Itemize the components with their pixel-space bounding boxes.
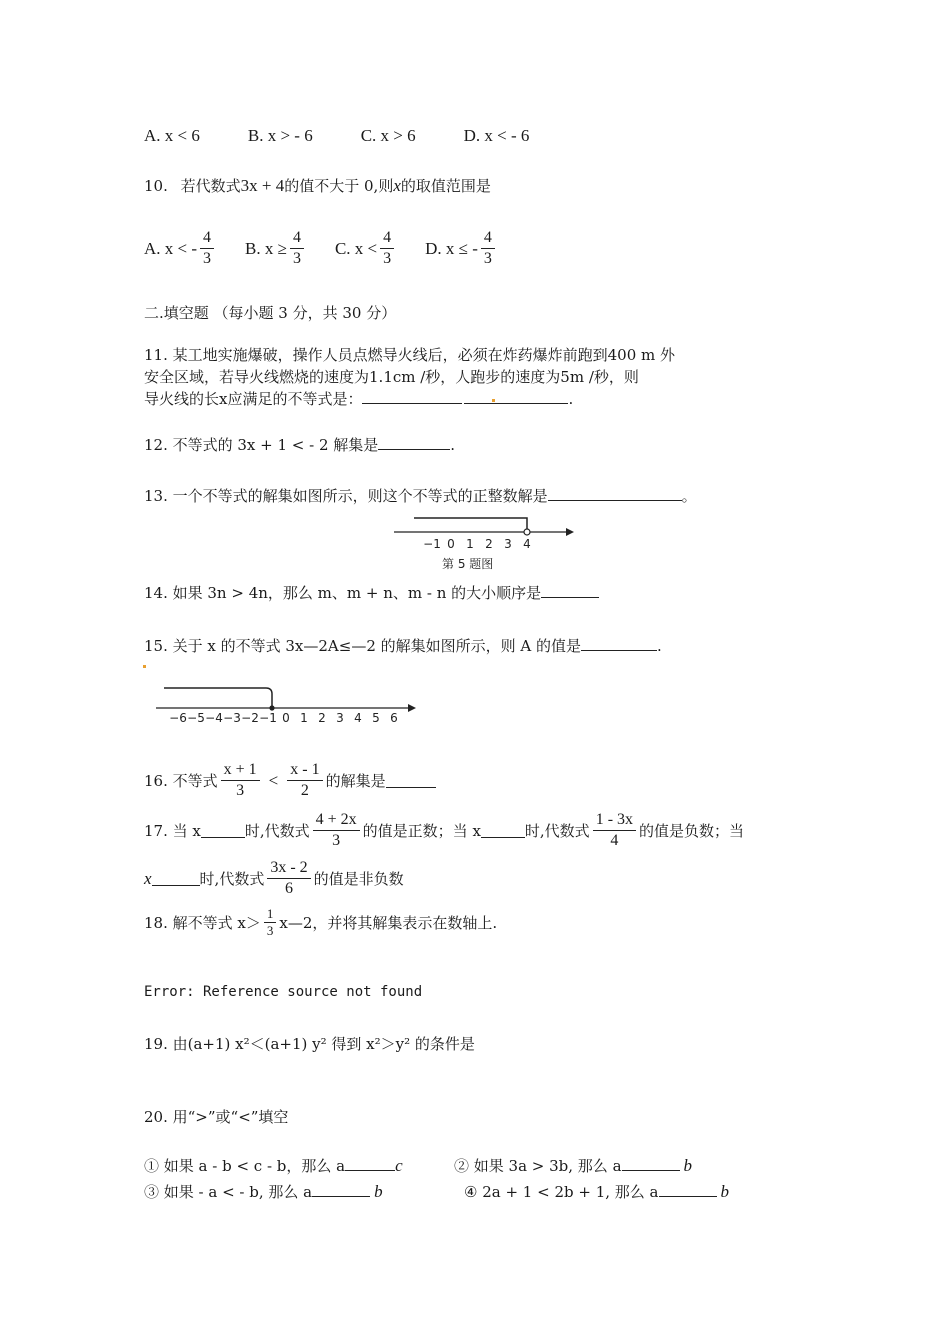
q9-option-d: D. x < - 6 [463,126,530,145]
q20-item-1 [144,1155,403,1176]
tick-label: −3 [223,711,241,725]
q17-p5: 的值是负数；当 [639,822,745,840]
tick-label: 2 [318,711,326,725]
q10-option-c [335,228,397,269]
q20-item-3-text: ③ 如果 - a < - b, 那么 a [144,1183,313,1201]
frac-den: 3 [203,250,212,267]
q10-var: x [393,176,401,195]
q10-option-c-fraction [380,228,394,269]
q11-end: . [568,390,574,408]
orange-mark [143,665,146,668]
tick-label: 3 [504,537,512,551]
q18-fraction [264,906,277,939]
frac-den: 3 [236,782,245,799]
q10-option-d-label: D. x ≤ - [425,238,478,258]
q20-item-2 [454,1155,692,1176]
frac-den: 4 [610,832,619,849]
q20-item-4-blank[interactable] [659,1182,717,1197]
q13-fig-caption: 第 5 题图 [442,557,494,571]
q10-option-c-label: C. x < [334,238,378,258]
q13-text: 13. 一个不等式的解集如图所示，则这个不等式的正整数解是 [144,487,548,505]
tick-label: −1 [423,537,441,551]
q11-line3 [144,388,573,409]
q15-end: . [657,637,662,655]
q10-option-a [144,228,217,269]
frac-den: 3 [483,250,492,267]
q13-answer-blank[interactable] [548,486,682,501]
q10-text-post: 的取值范围是 [400,177,491,195]
q13-tick-labels [423,537,531,551]
open-endpoint [524,529,530,535]
q15-number-line-figure [154,684,422,728]
q20-item-3-blank[interactable] [312,1182,370,1197]
frac-num: 4 [481,228,495,249]
q9-option-c: C. x > 6 [360,126,416,145]
q20-item-4 [464,1181,729,1202]
tick-label: 4 [354,711,362,725]
q18-post: x—2，并将其解集表示在数轴上. [279,914,498,932]
q10-expr: 3x + 4 [240,176,285,195]
q20-item-2-text: ② 如果 3a > 3b, 那么 a [454,1157,622,1175]
q17-line1 [144,810,744,851]
q12-question [144,434,455,455]
tick-label: 4 [523,537,531,551]
q16-fraction-1 [221,760,260,801]
q10-option-d-fraction [481,228,495,269]
q10-number: 10. [144,177,168,195]
q10-option-a-label: A. x < - [144,238,198,258]
q14-answer-blank[interactable] [541,583,599,598]
q10-option-b [245,228,307,269]
q10-option-b-label: B. x ≥ [245,238,287,258]
q20-item-1-blank[interactable] [345,1156,395,1171]
frac-num: 4 [380,228,394,249]
q20-item-1-text: ① 如果 a - b < c - b，那么 a [144,1157,346,1175]
section-title: 二.填空题 （每小题 3 分，共 30 分） [144,304,397,322]
axis-arrow [408,704,416,712]
q10-option-d [425,228,498,269]
q11-answer-blank-1[interactable] [362,389,462,404]
q13-end: 。 [681,487,697,505]
frac-den: 3 [266,923,274,938]
q17-fraction-1 [313,810,360,851]
q11-line3-text: 导火线的长x应满足的不等式是： [144,390,363,408]
q19-question: 19. 由(a+1) x²＜(a+1) y² 得到 x²＞y² 的条件是 [144,1035,475,1053]
frac-num: 3x - 2 [267,858,310,879]
frac-den: 6 [284,880,293,897]
q17-answer-blank-1[interactable] [201,823,245,838]
q16-question [144,760,436,801]
q17-l2-var: x [144,868,152,888]
q13-number-line-figure [392,512,582,574]
q10-text-pre: 若代数式 [180,177,241,195]
q10-question [144,175,491,196]
q10-text-mid: 的值不大于 0,则 [284,177,394,195]
q10-option-a-fraction [200,228,214,269]
tick-label: −1 [259,711,277,725]
frac-num: 4 [290,228,304,249]
q11-line1: 11. 某工地实施爆破，操作人员点燃导火线后，必须在炸药爆炸前跑到400 m 外 [144,346,676,364]
q20-item-1-post: c [395,1156,403,1175]
q15-text: 15. 关于 x 的不等式 3x—2A≤—2 的解集如图所示，则 A 的值是 [144,637,582,655]
tick-label: 5 [372,711,380,725]
frac-num: 1 - 3x [593,810,636,831]
tick-label: −5 [187,711,205,725]
q18-pre: 18. 解不等式 x＞ [144,914,261,932]
q16-operator: < [268,770,279,790]
q15-tick-labels [169,711,398,725]
solution-bracket [414,518,527,530]
q13-question [144,485,697,506]
q20-item-4-text: ④ 2a + 1 < 2b + 1, 那么 a [464,1183,659,1201]
error-reference-text: Error: Reference source not found [144,984,423,1000]
solution-bracket [164,688,272,706]
frac-den: 3 [292,250,301,267]
q17-p1: 17. 当 x [144,822,201,840]
q20-title: 20. 用“>”或“<”填空 [144,1108,289,1126]
q9-options [144,126,577,146]
q20-item-3 [144,1181,383,1202]
tick-label: 2 [485,537,493,551]
frac-den: 3 [332,832,341,849]
orange-mark [492,399,495,402]
frac-den: 2 [300,782,309,799]
q17-line2 [144,858,404,899]
q16-pre: 16. 不等式 [144,772,218,790]
tick-label: −4 [205,711,223,725]
closed-endpoint [269,705,274,710]
q14-question [144,582,599,603]
frac-num: x + 1 [221,760,260,781]
frac-num: 4 + 2x [313,810,360,831]
q12-end: . [450,436,456,454]
frac-num: x - 1 [287,760,322,781]
q15-answer-blank[interactable] [581,636,657,651]
q20-item-4-post: b [720,1182,729,1201]
q10-option-b-fraction [290,228,304,269]
tick-label: 3 [336,711,344,725]
q16-post: 的解集是 [325,772,386,790]
q20-item-2-post: b [683,1156,693,1175]
frac-den: 3 [383,250,392,267]
frac-num: 1 [264,906,277,923]
q11-line2: 安全区域，若导火线燃烧的速度为1.1cm /秒，人跑步的速度为5m /秒，则 [144,368,639,386]
tick-label: 6 [390,711,398,725]
q17-p2: 时,代数式 [244,822,310,840]
q11-answer-blank-2[interactable] [464,389,568,404]
q17-fraction-2 [593,810,636,851]
q17-answer-blank-3[interactable] [152,871,200,886]
q9-option-a: A. x < 6 [144,126,200,145]
q17-p4: 时,代数式 [524,822,590,840]
tick-label: −6 [169,711,187,725]
axis-arrow [566,528,574,536]
tick-label: 0 [447,537,455,551]
q16-answer-blank[interactable] [386,773,436,788]
q17-answer-blank-2[interactable] [481,823,525,838]
tick-label: 0 [282,711,290,725]
q17-l2-p3: 的值是非负数 [313,870,404,888]
q16-fraction-2 [287,760,322,801]
tick-label: 1 [466,537,474,551]
q15-question [144,635,662,656]
q18-question [144,906,497,939]
q17-p3: 的值是正数；当 x [362,822,481,840]
frac-num: 4 [200,228,214,249]
tick-label: −2 [241,711,259,725]
q10-options [144,228,498,269]
q17-l2-p2: 时,代数式 [199,870,265,888]
q12-answer-blank[interactable] [378,435,450,450]
q12-text: 12. 不等式的 3x + 1 < - 2 解集是 [144,436,379,454]
tick-label: 1 [300,711,308,725]
q20-item-2-blank[interactable] [622,1156,680,1171]
q17-fraction-3 [267,858,310,899]
q14-text: 14. 如果 3n > 4n，那么 m、m + n、m - n 的大小顺序是 [144,584,542,602]
q20-item-3-post: b [374,1182,383,1201]
q9-option-b: B. x > - 6 [247,126,313,145]
